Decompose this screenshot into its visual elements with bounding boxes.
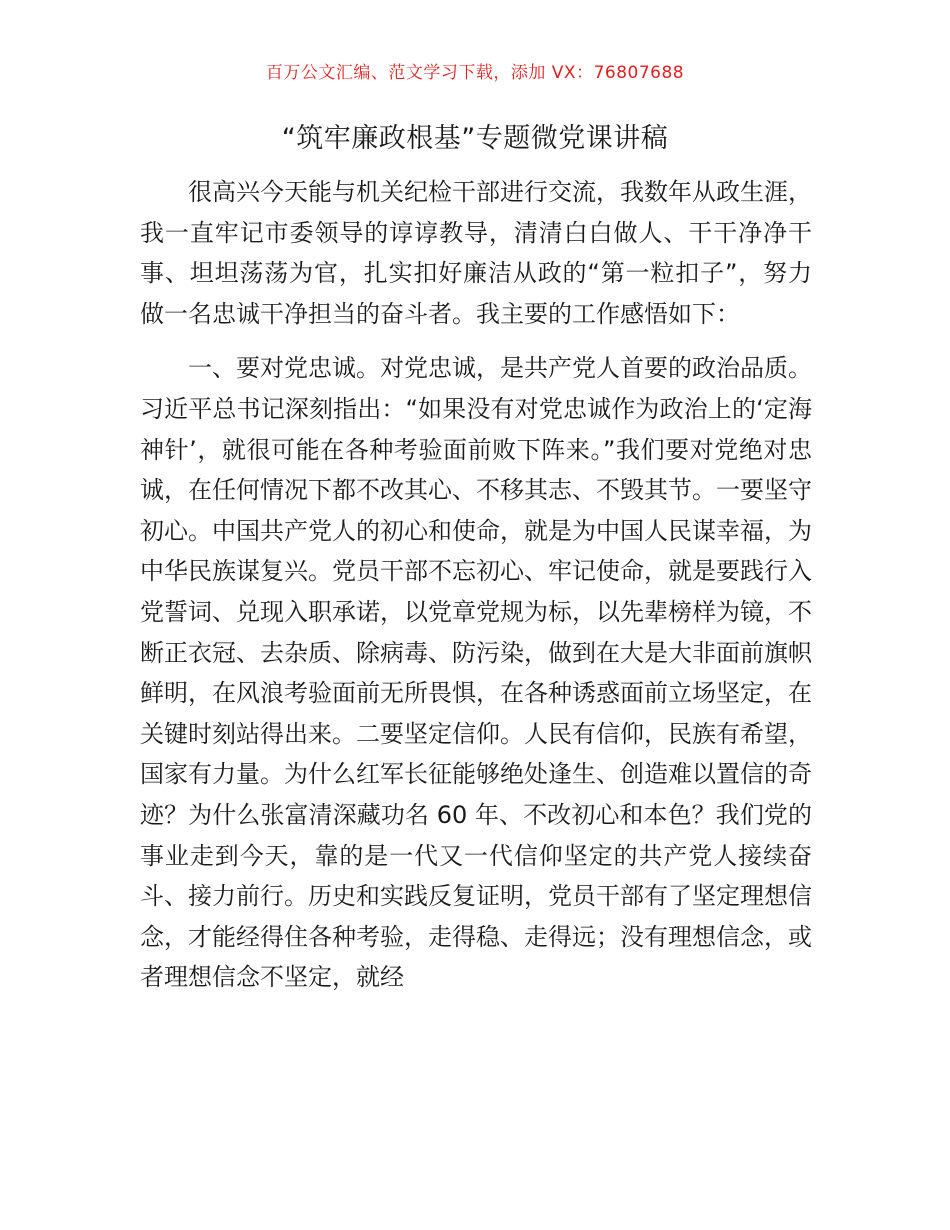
document-body	[140, 172, 812, 998]
header-watermark-note: 百万公文汇编、范文学习下载，添加 VX：76807688	[265, 63, 685, 83]
paragraph-intro: 很高兴今天能与机关纪检干部进行交流，我数年从政生涯，我一直牢记市委领导的谆谆教导，清清白白做人、干干净净干事、坦坦荡荡为官，扎实扣好廉洁从政的“第一粒扣子”，努力做一名忠诚干净担当的奋斗者。我主要的工作感悟如下：	[140, 178, 812, 328]
paragraph-section-one: 一、要对党忠诚。对党忠诚，是共产党人首要的政治品质。习近平总书记深刻指出：“如果没有对党忠诚作为政治上的‘定海神针’，就很可能在各种考验面前败下阵来。”我们要对党绝对忠诚，在任何情况下都不改其心、不移其志、不毁其节。一要坚守初心。中国共产党人的初心和使命，就是为中国人民谋幸福，为中华民族谋复兴。党员干部不忘初心、牢记使命，就是要践行入党誓词、兑现入职承诺，以党章党规为标，以先辈榜样为镜，不断正衣冠、去杂质、除病毒、防污染，做到在大是大非面前旗帜鲜明，在风浪考验面前无所畏惧，在各种诱惑面前立场坚定，在关键时刻站得出来。二要坚定信仰。人民有信仰，民族有希望，国家有力量。为什么红军长征能够绝处逢生、创造难以置信的奇迹？为什么张富清深藏功名 60 年、不改初心和本色？我们党的事业走到今天，靠的是一代又一代信仰坚定的共产党人接续奋斗、接力前行。历史和实践反复证明，党员干部有了坚定理想信念，才能经得住各种考验，走得稳、走得远；没有理想信念，或者理想信念不坚定，就经	[140, 354, 812, 992]
document-title: “筑牢廉政根基”专题微党课讲稿	[281, 123, 669, 154]
